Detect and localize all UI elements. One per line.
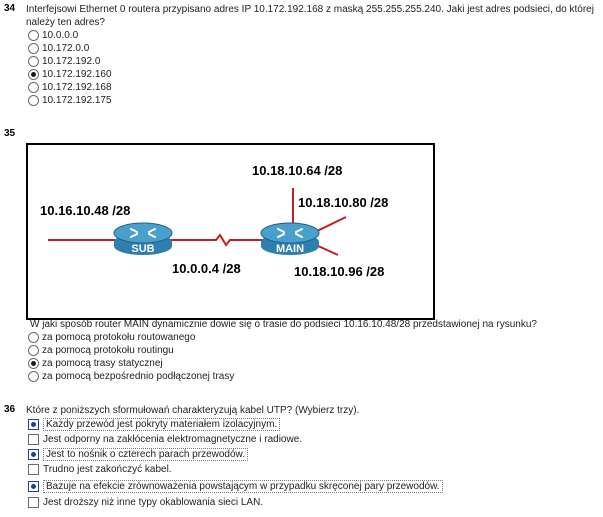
q36-option-2[interactable] [28,432,302,446]
q34-option-3[interactable] [28,54,100,68]
checkbox-checked[interactable] [28,419,39,430]
q35-option-4[interactable] [28,369,234,383]
q34-option-5[interactable] [28,80,112,94]
option-label: za pomocą trasy statycznej [42,357,163,369]
q36-option-4[interactable] [28,462,172,476]
radio-button-selected[interactable] [28,69,39,80]
q35-option-3[interactable] [28,356,163,370]
router-sub-label: SUB [131,243,155,255]
radio-button-selected[interactable] [28,358,39,369]
question-34-text-line-2: należy ten adres? [26,17,105,28]
option-label: 10.172.192.168 [42,81,112,93]
option-label: za pomocą bezpośrednio podłączonej trasy [42,370,235,382]
option-label: Jest droższy niż inne typy okablowania sieci LAN. [43,496,264,508]
network-diagram [28,145,433,318]
option-label: 10.172.192.0 [42,55,101,67]
question-35-text: W jaki sposób router MAIN dynamicznie dowie się o trasie do podsieci 10.16.10.48/28 przedstawionej na rysunku? [30,319,537,330]
question-36-text: Które z poniższych sformułowań charakteryzują kabel UTP? (Wybierz trzy). [26,405,360,416]
option-label: Trudno jest zakończyć kabel. [43,463,172,475]
q36-option-3[interactable] [28,447,248,461]
q36-option-6[interactable] [28,495,263,509]
radio-button[interactable] [28,30,39,41]
question-34-text-line-1: Interfejsowi Ethernet 0 routera przypisano adres IP 10.172.192.168 z maską 255.255.255.240. Jaki jest adres podsieci, do której [26,4,594,15]
main-link-downright [316,245,338,255]
q36-option-5[interactable] [28,479,443,493]
radio-button[interactable] [28,56,39,67]
radio-button[interactable] [28,371,39,382]
option-label: 10.172.192.160 [42,68,112,80]
checkbox[interactable] [28,497,39,508]
q34-option-4[interactable] [28,67,112,81]
option-label: za pomocą protokołu routingu [42,344,174,356]
radio-button[interactable] [28,332,39,343]
option-label: 10.172.192.175 [42,94,112,106]
checkbox[interactable] [28,434,39,445]
option-label: Jest odporny na zakłócenia elektromagnetyczne i radiowe. [43,433,303,445]
serial-link [170,235,265,245]
q34-option-1[interactable] [28,28,78,42]
question-35-number: 35 [4,128,16,139]
question-34-number: 34 [4,3,16,14]
label-main-network-1: 10.18.10.64 /28 [252,163,343,178]
radio-button[interactable] [28,82,39,93]
option-label: 10.172.0.0 [42,42,90,54]
q34-option-2[interactable] [28,41,89,55]
router-sub-icon [114,223,172,255]
option-label: Jest to nośnik o czterech parach przewodów. [43,448,248,461]
option-label: Każdy przewód jest pokryty materiałem izolacyjnym. [43,418,280,431]
checkbox-checked[interactable] [28,449,39,460]
checkbox[interactable] [28,464,39,475]
option-label: Bazuje na efekcie zrównoważenia powstającym w przypadku skręconej pary przewodów. [43,480,443,493]
q35-option-1[interactable] [28,330,195,344]
label-main-network-3: 10.18.10.96 /28 [294,264,385,279]
router-main-icon [261,223,319,255]
network-topology-figure [26,143,435,320]
label-sub-network: 10.16.10.48 /28 [40,203,131,218]
question-36-number: 36 [4,404,16,415]
q36-option-1[interactable] [28,417,280,431]
router-main-label: MAIN [275,243,305,255]
option-label: 10.0.0.0 [42,29,79,41]
option-label: za pomocą protokołu routowanego [42,331,196,343]
q35-option-2[interactable] [28,343,174,357]
radio-button[interactable] [28,95,39,106]
label-serial-network: 10.0.0.4 /28 [172,261,241,276]
q34-option-6[interactable] [28,93,112,107]
radio-button[interactable] [28,345,39,356]
radio-button[interactable] [28,43,39,54]
label-main-network-2: 10.18.10.80 /28 [298,195,389,210]
checkbox-checked[interactable] [28,481,39,492]
question-34-text [26,3,601,29]
